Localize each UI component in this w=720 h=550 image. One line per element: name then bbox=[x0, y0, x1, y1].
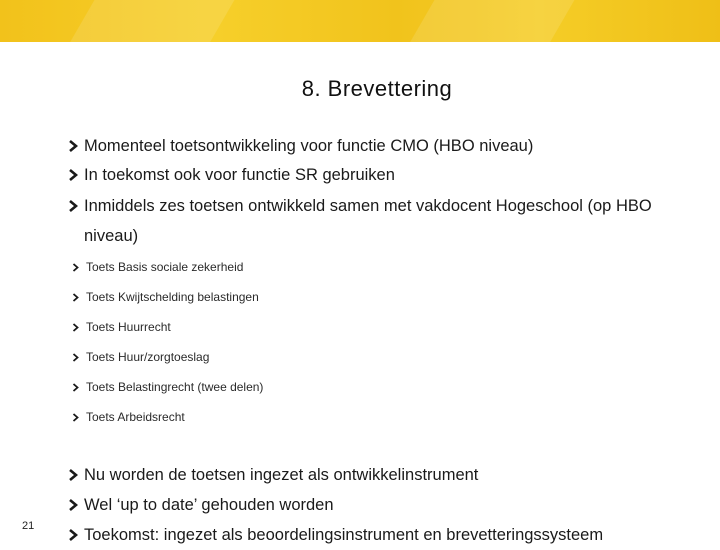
chevron-right-icon bbox=[72, 293, 79, 302]
sub-bullet-item bbox=[72, 379, 263, 395]
bullet-item bbox=[68, 191, 674, 251]
sub-bullet-item bbox=[72, 319, 171, 335]
chevron-right-icon bbox=[72, 353, 79, 362]
bullet-item bbox=[68, 160, 395, 190]
bullet-text: Toekomst: ingezet als beoordelingsinstrument en brevetteringssysteem bbox=[84, 526, 604, 544]
bullet-text: Nu worden de toetsen ingezet als ontwikkelinstrument bbox=[84, 466, 479, 484]
bullet-item bbox=[68, 520, 603, 550]
bullet-text: Momenteel toetsontwikkeling voor functie CMO (HBO niveau) bbox=[84, 137, 534, 155]
chevron-right-icon bbox=[72, 323, 79, 332]
bullet-text: In toekomst ook voor functie SR gebruiken bbox=[84, 166, 395, 184]
header-band bbox=[0, 0, 720, 42]
bullet-text: Inmiddels zes toetsen ontwikkeld samen met vakdocent Hogeschool (op HBO niveau) bbox=[84, 197, 652, 245]
chevron-right-icon bbox=[68, 529, 78, 541]
sub-bullet-text: Toets Huurrecht bbox=[86, 320, 171, 334]
sub-bullet-text: Toets Belastingrecht (twee delen) bbox=[86, 380, 264, 394]
chevron-right-icon bbox=[72, 383, 79, 392]
bullet-text: Wel ‘up to date’ gehouden worden bbox=[84, 496, 334, 514]
chevron-right-icon bbox=[68, 169, 78, 181]
chevron-right-icon bbox=[68, 140, 78, 152]
sub-bullet-text: Toets Arbeidsrecht bbox=[86, 410, 185, 424]
bullet-item bbox=[68, 490, 334, 520]
bullet-item bbox=[68, 131, 533, 161]
header-sheen bbox=[394, 0, 586, 42]
chevron-right-icon bbox=[72, 263, 79, 272]
slide-title: 8. Brevettering bbox=[301, 76, 453, 101]
chevron-right-icon bbox=[68, 469, 78, 481]
chevron-right-icon bbox=[68, 200, 78, 212]
bullet-item bbox=[68, 460, 478, 490]
chevron-right-icon bbox=[68, 499, 78, 511]
page-number: 21 bbox=[22, 520, 35, 532]
header-sheen bbox=[54, 0, 246, 42]
sub-bullet-item bbox=[72, 349, 209, 365]
sub-bullet-item bbox=[72, 409, 185, 425]
sub-bullet-text: Toets Kwijtschelding belastingen bbox=[86, 290, 259, 304]
chevron-right-icon bbox=[72, 413, 79, 422]
sub-bullet-text: Toets Huur/zorgtoeslag bbox=[86, 350, 210, 364]
sub-bullet-text: Toets Basis sociale zekerheid bbox=[86, 260, 244, 274]
sub-bullet-item bbox=[72, 259, 243, 275]
sub-bullet-item bbox=[72, 289, 259, 305]
